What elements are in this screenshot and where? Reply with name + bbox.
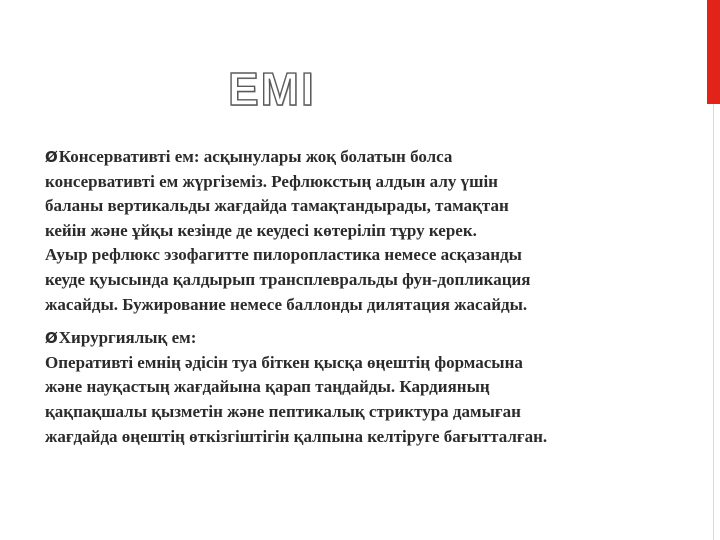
text-line bbox=[45, 145, 685, 170]
arrow-bullet-icon: Ø bbox=[45, 329, 58, 348]
line-text: Консервативті ем: асқынулары жоқ болатын болса bbox=[58, 147, 453, 166]
text-line: қақпақшалы қызметін және пептикалық стриктура дамыған bbox=[45, 401, 521, 421]
accent-bar bbox=[707, 0, 720, 104]
text-line: және науқастың жағдайына қарап таңдайды. Кардияның bbox=[45, 377, 490, 397]
text-line bbox=[45, 326, 685, 351]
text-line: жағдайда өңештің өткізгіштігін қалпына келтіруге бағытталған. bbox=[45, 426, 548, 446]
slide-title: ЕМІ bbox=[228, 63, 316, 115]
text-line: жасайды. Бужирование немесе баллонды дилятация жасайды. bbox=[45, 294, 528, 314]
paragraph-surgical-treatment bbox=[45, 326, 685, 449]
text-line: кеуде қуысында қалдырып трансплевральды фун-допликация bbox=[45, 269, 531, 289]
arrow-bullet-icon: Ø bbox=[45, 148, 58, 166]
side-divider-line bbox=[713, 104, 714, 540]
paragraph-conservative-treatment bbox=[45, 145, 685, 317]
text-line: кейін және ұйқы кезінде де кеудесі көтеріліп тұру керек. bbox=[45, 220, 477, 240]
text-line: консервативті ем жүргіземіз. Рефлюкстың алдын алу үшін bbox=[45, 171, 498, 191]
slide-content bbox=[45, 145, 685, 449]
text-line: баланы вертикальды жағдайда тамақтандырады, тамақтан bbox=[45, 196, 509, 216]
text-line: Оперативті емнің әдісін туа біткен қысқа өңештің формасына bbox=[45, 352, 523, 372]
text-line: Ауыр рефлюкс эзофагитте пилоропластика немесе асқазанды bbox=[45, 245, 522, 265]
line-text: Хирургиялық ем: bbox=[58, 328, 197, 348]
